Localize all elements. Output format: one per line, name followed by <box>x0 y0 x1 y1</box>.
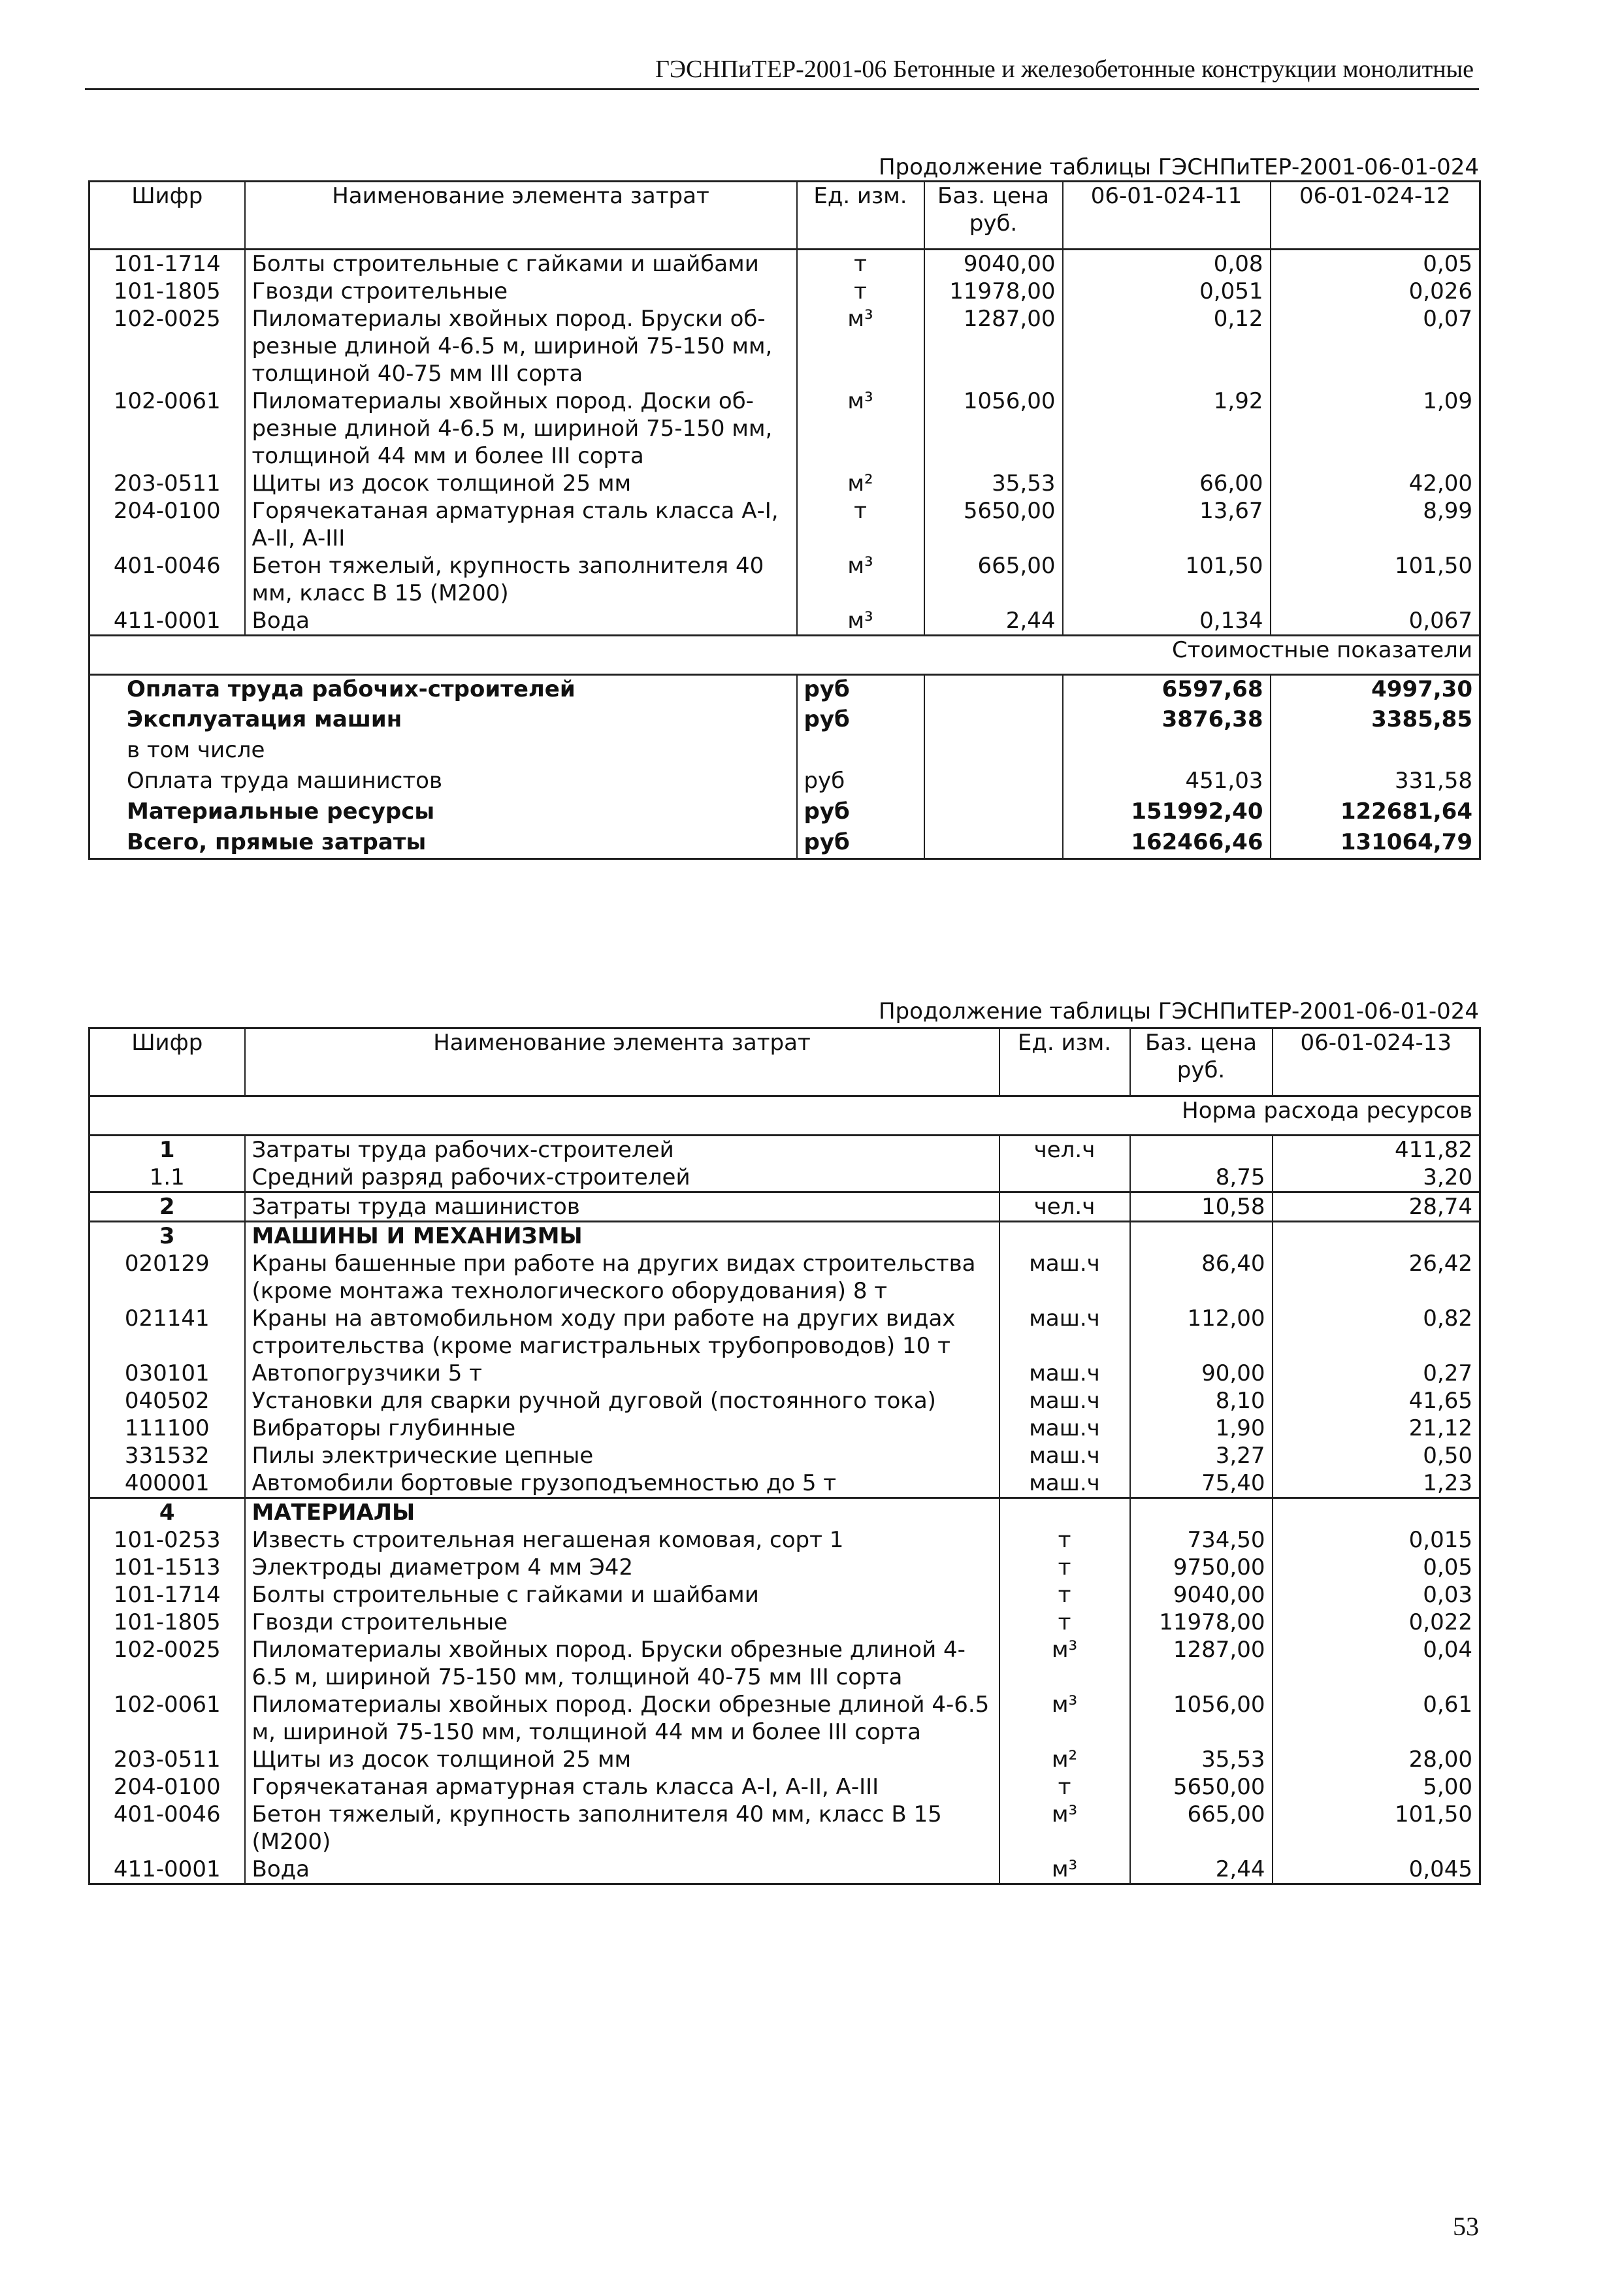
base-price: 1287,00 <box>1130 1636 1273 1691</box>
base-price: 1287,00 <box>924 305 1063 387</box>
unit-cell: маш.ч <box>999 1250 1130 1305</box>
empty-cell <box>999 1498 1130 1527</box>
resource-name: Пиломатериалы хвойных пород. Бруски обрезные длиной 4-6.5 м, шириной 75-150 мм, толщиной 40-75 мм III сорта <box>245 1636 999 1691</box>
value-06-01-024-13: 411,82 <box>1395 1137 1472 1163</box>
value-06-01-024-12: 42,00 <box>1408 470 1472 497</box>
table-row <box>89 1856 1480 1884</box>
value-06-01-024-13: 1,23 <box>1423 1470 1472 1496</box>
resource-name: Пилы электрические цепные <box>245 1442 999 1469</box>
value-06-01-024-13: 28,74 <box>1408 1194 1472 1220</box>
cost-unit: руб <box>797 706 924 736</box>
cost-value-12: 331,58 <box>1395 767 1472 794</box>
cost-row <box>89 798 1480 828</box>
resource-name: Известь строительная негашеная комовая, сорт 1 <box>245 1526 999 1554</box>
table-row <box>89 1305 1480 1360</box>
col-11-header: 06-01-024-11 <box>1063 182 1271 250</box>
unit-cell: т <box>999 1526 1130 1554</box>
empty-cell <box>1273 1222 1480 1251</box>
col-name-header: Наименование элемента затрат <box>245 182 797 250</box>
cost-unit <box>797 736 924 767</box>
unit-cell: м³ <box>797 552 924 607</box>
value-06-01-024-13: 0,03 <box>1423 1582 1472 1608</box>
unit-cell: маш.ч <box>999 1387 1130 1415</box>
resource-code: 203-0511 <box>89 1746 245 1773</box>
resource-name: Затраты труда машинистов <box>245 1192 999 1222</box>
value-06-01-024-13: 5,00 <box>1423 1774 1472 1800</box>
table-row <box>89 1250 1480 1305</box>
table-row <box>89 1746 1480 1773</box>
value-06-01-024-13: 101,50 <box>1395 1801 1472 1827</box>
unit-cell: маш.ч <box>999 1415 1130 1442</box>
table-row <box>89 278 1480 305</box>
resource-name: Затраты труда рабочих-строителей <box>245 1136 999 1164</box>
base-price: 86,40 <box>1130 1250 1273 1305</box>
unit-cell: чел.ч <box>999 1136 1130 1164</box>
unit-cell <box>999 1164 1130 1192</box>
unit-cell: маш.ч <box>999 1305 1130 1360</box>
table-row <box>89 1526 1480 1554</box>
table-row <box>89 1360 1480 1387</box>
cost-value-11: 3876,38 <box>1063 706 1271 736</box>
base-price: 10,58 <box>1130 1192 1273 1222</box>
base-price: 2,44 <box>924 607 1063 636</box>
resource-name: Автомобили бортовые грузоподъемностью до 5 т <box>245 1469 999 1498</box>
unit-cell: т <box>797 278 924 305</box>
norm-header: Норма расхода ресурсов <box>1182 1098 1472 1124</box>
value-06-01-024-11: 1,92 <box>1063 387 1271 470</box>
base-price: 5650,00 <box>1130 1773 1273 1801</box>
resource-code: 101-1714 <box>89 250 245 278</box>
value-06-01-024-13: 41,65 <box>1408 1388 1472 1414</box>
cost-label: в том числе <box>89 736 797 767</box>
value-06-01-024-13: 26,42 <box>1408 1251 1472 1277</box>
table-row <box>89 607 1480 636</box>
value-06-01-024-13: 28,00 <box>1408 1746 1472 1773</box>
base-price: 35,53 <box>924 470 1063 497</box>
resource-name: Вода <box>245 607 797 636</box>
table-row <box>89 1609 1480 1636</box>
base-price: 1056,00 <box>924 387 1063 470</box>
table-row <box>89 1581 1480 1609</box>
unit-cell: м³ <box>797 387 924 470</box>
cost-value-11: 162466,46 <box>1063 828 1271 859</box>
empty-cell <box>999 1222 1130 1251</box>
unit-cell: т <box>797 250 924 278</box>
value-06-01-024-11: 0,12 <box>1063 305 1271 387</box>
resource-code: 101-1805 <box>89 278 245 305</box>
col-unit-header: Ед. изм. <box>999 1028 1130 1096</box>
base-price: 11978,00 <box>924 278 1063 305</box>
base-price: 1,90 <box>1130 1415 1273 1442</box>
unit-cell: м³ <box>999 1801 1130 1856</box>
unit-cell: маш.ч <box>999 1360 1130 1387</box>
cost-value-11: 151992,40 <box>1063 798 1271 828</box>
labor-row <box>89 1136 1480 1164</box>
resource-code: 021141 <box>89 1305 245 1360</box>
base-price: 3,27 <box>1130 1442 1273 1469</box>
unit-cell: м³ <box>999 1636 1130 1691</box>
resource-table-2 <box>88 1027 1481 1885</box>
base-price: 8,10 <box>1130 1387 1273 1415</box>
cost-label: Оплата труда машинистов <box>89 767 797 798</box>
resource-name: Вибраторы глубинные <box>245 1415 999 1442</box>
resource-name: Болты строительные с гайками и шайбами <box>245 1581 999 1609</box>
unit-cell: т <box>999 1609 1130 1636</box>
resource-code: 203-0511 <box>89 470 245 497</box>
base-price: 665,00 <box>924 552 1063 607</box>
resource-code: 204-0100 <box>89 1773 245 1801</box>
base-price: 665,00 <box>1130 1801 1273 1856</box>
resource-code: 102-0025 <box>89 1636 245 1691</box>
resource-code: 401-0046 <box>89 552 245 607</box>
cost-label: Эксплуатация машин <box>89 706 797 736</box>
labor-row <box>89 1192 1480 1222</box>
base-price: 9040,00 <box>1130 1581 1273 1609</box>
resource-name: Средний разряд рабочих-строителей <box>245 1164 999 1192</box>
row-number: 2 <box>89 1192 245 1222</box>
base-price: 112,00 <box>1130 1305 1273 1360</box>
unit-cell: м³ <box>999 1691 1130 1746</box>
table-row <box>89 387 1480 470</box>
cost-unit: руб <box>797 798 924 828</box>
table2-header-row <box>89 1028 1480 1096</box>
cost-value-12: 122681,64 <box>1340 798 1472 825</box>
col-13-header: 06-01-024-13 <box>1300 1030 1452 1056</box>
unit-cell: т <box>999 1773 1130 1801</box>
cost-label: Всего, прямые затраты <box>89 828 797 859</box>
resource-name: Установки для сварки ручной дуговой (постоянного тока) <box>245 1387 999 1415</box>
table-row <box>89 1554 1480 1581</box>
unit-cell: т <box>999 1581 1130 1609</box>
base-price: 75,40 <box>1130 1469 1273 1498</box>
cost-value-11 <box>1063 736 1271 767</box>
resource-name: Щиты из досок толщиной 25 мм <box>245 470 797 497</box>
page-number: 53 <box>1453 2212 1479 2241</box>
base-price: 5650,00 <box>924 497 1063 552</box>
table1-caption: Продолжение таблицы ГЭСНПиТЕР-2001-06-01-024 <box>878 154 1479 180</box>
cost-row <box>89 736 1480 767</box>
value-06-01-024-13: 0,045 <box>1408 1856 1472 1882</box>
section-title: МАТЕРИАЛЫ <box>245 1498 999 1527</box>
empty-cell <box>1130 1222 1273 1251</box>
resource-code: 204-0100 <box>89 497 245 552</box>
value-06-01-024-13: 3,20 <box>1423 1164 1472 1190</box>
materials-section-header <box>89 1498 1480 1527</box>
resource-code: 020129 <box>89 1250 245 1305</box>
running-header: ГЭСНПиТЕР-2001-06 Бетонные и железобетонные конструкции монолитные <box>85 52 1479 90</box>
value-06-01-024-12: 0,067 <box>1408 608 1472 634</box>
cost-row <box>89 706 1480 736</box>
unit-cell: т <box>797 497 924 552</box>
value-06-01-024-12: 1,09 <box>1423 388 1472 414</box>
resource-code: 101-0253 <box>89 1526 245 1554</box>
cost-label: Материальные ресурсы <box>89 798 797 828</box>
value-06-01-024-13: 0,50 <box>1423 1443 1472 1469</box>
resource-code: 030101 <box>89 1360 245 1387</box>
row-number: 1 <box>89 1136 245 1164</box>
value-06-01-024-13: 0,27 <box>1423 1360 1472 1386</box>
resource-name: Краны башенные при работе на других видах строительства (кроме монтажа технологического оборудования) 8 т <box>245 1250 999 1305</box>
value-06-01-024-13: 21,12 <box>1408 1415 1472 1441</box>
table-row <box>89 1415 1480 1442</box>
value-06-01-024-11: 0,051 <box>1063 278 1271 305</box>
table-row <box>89 250 1480 278</box>
table-row <box>89 552 1480 607</box>
empty-price-cell <box>924 767 1063 798</box>
cost-value-12: 131064,79 <box>1340 828 1472 855</box>
base-price: 8,75 <box>1130 1164 1273 1192</box>
resource-name: Бетон тяжелый, крупность заполнителя 40 мм, класс В 15 (М200) <box>245 552 797 607</box>
value-06-01-024-11: 0,134 <box>1063 607 1271 636</box>
resource-code: 101-1805 <box>89 1609 245 1636</box>
base-price: 9040,00 <box>924 250 1063 278</box>
resource-code: 411-0001 <box>89 607 245 636</box>
value-06-01-024-13: 0,05 <box>1423 1554 1472 1581</box>
resource-name: Автопогрузчики 5 т <box>245 1360 999 1387</box>
section-title: МАШИНЫ И МЕХАНИЗМЫ <box>245 1222 999 1251</box>
table-row <box>89 1387 1480 1415</box>
cost-row <box>89 767 1480 798</box>
resource-code: 102-0061 <box>89 1691 245 1746</box>
cost-unit: руб <box>797 675 924 706</box>
cost-value-12 <box>1271 736 1480 767</box>
labor-row <box>89 1164 1480 1192</box>
resource-code: 401-0046 <box>89 1801 245 1856</box>
value-06-01-024-11: 66,00 <box>1063 470 1271 497</box>
table-row <box>89 305 1480 387</box>
table-row <box>89 497 1480 552</box>
col-code-header: Шифр <box>89 182 245 250</box>
empty-cell <box>1273 1498 1480 1527</box>
table1-header-row <box>89 182 1480 250</box>
cost-value-12: 3385,85 <box>1371 706 1472 732</box>
resource-code: 411-0001 <box>89 1856 245 1884</box>
value-06-01-024-12: 101,50 <box>1395 553 1472 579</box>
base-price: 90,00 <box>1130 1360 1273 1387</box>
unit-cell: м³ <box>797 607 924 636</box>
unit-cell: м² <box>999 1746 1130 1773</box>
unit-cell: м² <box>797 470 924 497</box>
table2-caption: Продолжение таблицы ГЭСНПиТЕР-2001-06-01-024 <box>878 998 1479 1024</box>
table-row <box>89 1691 1480 1746</box>
cost-value-11: 6597,68 <box>1063 675 1271 706</box>
resource-name: Пиломатериалы хвойных пород. Бруски об-резные длиной 4-6.5 м, шириной 75-150 мм, толщиной 40-75 мм III сорта <box>245 305 797 387</box>
resource-code: 102-0025 <box>89 305 245 387</box>
resource-code: 331532 <box>89 1442 245 1469</box>
base-price: 1056,00 <box>1130 1691 1273 1746</box>
unit-cell: маш.ч <box>999 1442 1130 1469</box>
resource-name: Гвозди строительные <box>245 278 797 305</box>
base-price: 2,44 <box>1130 1856 1273 1884</box>
resource-code: 111100 <box>89 1415 245 1442</box>
resource-name: Краны на автомобильном ходу при работе на других видах строительства (кроме магистральных трубопроводов) 10 т <box>245 1305 999 1360</box>
value-06-01-024-13: 0,022 <box>1408 1609 1472 1635</box>
value-06-01-024-11: 13,67 <box>1063 497 1271 552</box>
resource-code: 102-0061 <box>89 387 245 470</box>
unit-cell: т <box>999 1554 1130 1581</box>
resource-code: 101-1513 <box>89 1554 245 1581</box>
base-price: 11978,00 <box>1130 1609 1273 1636</box>
value-06-01-024-12: 0,07 <box>1423 306 1472 332</box>
resource-name: Болты строительные с гайками и шайбами <box>245 250 797 278</box>
cost-value-12: 4997,30 <box>1371 676 1472 702</box>
empty-price-cell <box>924 706 1063 736</box>
col-name-header: Наименование элемента затрат <box>245 1028 999 1096</box>
value-06-01-024-12: 0,05 <box>1423 251 1472 277</box>
base-price: 9750,00 <box>1130 1554 1273 1581</box>
resource-name: Горячекатаная арматурная сталь класса А-I, А-II, А-III <box>245 1773 999 1801</box>
value-06-01-024-13: 0,015 <box>1408 1527 1472 1553</box>
resource-name: Электроды диаметром 4 мм Э42 <box>245 1554 999 1581</box>
unit-cell: чел.ч <box>999 1192 1130 1222</box>
cost-indicators-header: Стоимостные показатели <box>1171 637 1472 663</box>
empty-price-cell <box>924 736 1063 767</box>
resource-table-1 <box>88 180 1481 860</box>
resource-name: Бетон тяжелый, крупность заполнителя 40 мм, класс В 15 (М200) <box>245 1801 999 1856</box>
col-price-header: Баз. цена руб. <box>924 182 1063 250</box>
base-price <box>1130 1136 1273 1164</box>
col-code-header: Шифр <box>89 1028 245 1096</box>
col-unit-header: Ед. изм. <box>797 182 924 250</box>
value-06-01-024-13: 0,61 <box>1423 1692 1472 1718</box>
resource-name: Горячекатаная арматурная сталь класса А-I, А-II, А-III <box>245 497 797 552</box>
base-price: 734,50 <box>1130 1526 1273 1554</box>
base-price: 35,53 <box>1130 1746 1273 1773</box>
cost-unit: руб <box>797 828 924 859</box>
table-row <box>89 470 1480 497</box>
unit-cell: м³ <box>797 305 924 387</box>
section-number: 4 <box>89 1498 245 1527</box>
table-row <box>89 1773 1480 1801</box>
cost-row <box>89 828 1480 859</box>
value-06-01-024-13: 0,04 <box>1423 1637 1472 1663</box>
cost-value-11: 451,03 <box>1063 767 1271 798</box>
resource-code: 040502 <box>89 1387 245 1415</box>
empty-price-cell <box>924 798 1063 828</box>
table-row <box>89 1442 1480 1469</box>
value-06-01-024-11: 0,08 <box>1063 250 1271 278</box>
value-06-01-024-12: 0,026 <box>1408 278 1472 304</box>
resource-name: Пиломатериалы хвойных пород. Доски об-резные длиной 4-6.5 м, шириной 75-150 мм, толщиной 44 мм и более III сорта <box>245 387 797 470</box>
resource-name: Пиломатериалы хвойных пород. Доски обрезные длиной 4-6.5 м, шириной 75-150 мм, толщиной 44 мм и более III сорта <box>245 1691 999 1746</box>
unit-cell: м³ <box>999 1856 1130 1884</box>
col-price-header: Баз. цена руб. <box>1130 1028 1273 1096</box>
resource-code: 101-1714 <box>89 1581 245 1609</box>
resource-code: 400001 <box>89 1469 245 1498</box>
resource-name: Щиты из досок толщиной 25 мм <box>245 1746 999 1773</box>
value-06-01-024-13: 0,82 <box>1423 1305 1472 1332</box>
value-06-01-024-12: 8,99 <box>1423 498 1472 524</box>
empty-cell <box>1130 1498 1273 1527</box>
cost-row <box>89 675 1480 706</box>
value-06-01-024-11: 101,50 <box>1063 552 1271 607</box>
unit-cell: маш.ч <box>999 1469 1130 1498</box>
cost-label: Оплата труда рабочих-строителей <box>89 675 797 706</box>
machines-section-header <box>89 1222 1480 1251</box>
cost-unit: руб <box>797 767 924 798</box>
empty-price-cell <box>924 675 1063 706</box>
table-row <box>89 1636 1480 1691</box>
row-number: 1.1 <box>89 1164 245 1192</box>
resource-name: Вода <box>245 1856 999 1884</box>
empty-price-cell <box>924 828 1063 859</box>
col-12-header: 06-01-024-12 <box>1299 183 1451 209</box>
table-row <box>89 1801 1480 1856</box>
section-number: 3 <box>89 1222 245 1251</box>
resource-name: Гвозди строительные <box>245 1609 999 1636</box>
table-row <box>89 1469 1480 1498</box>
